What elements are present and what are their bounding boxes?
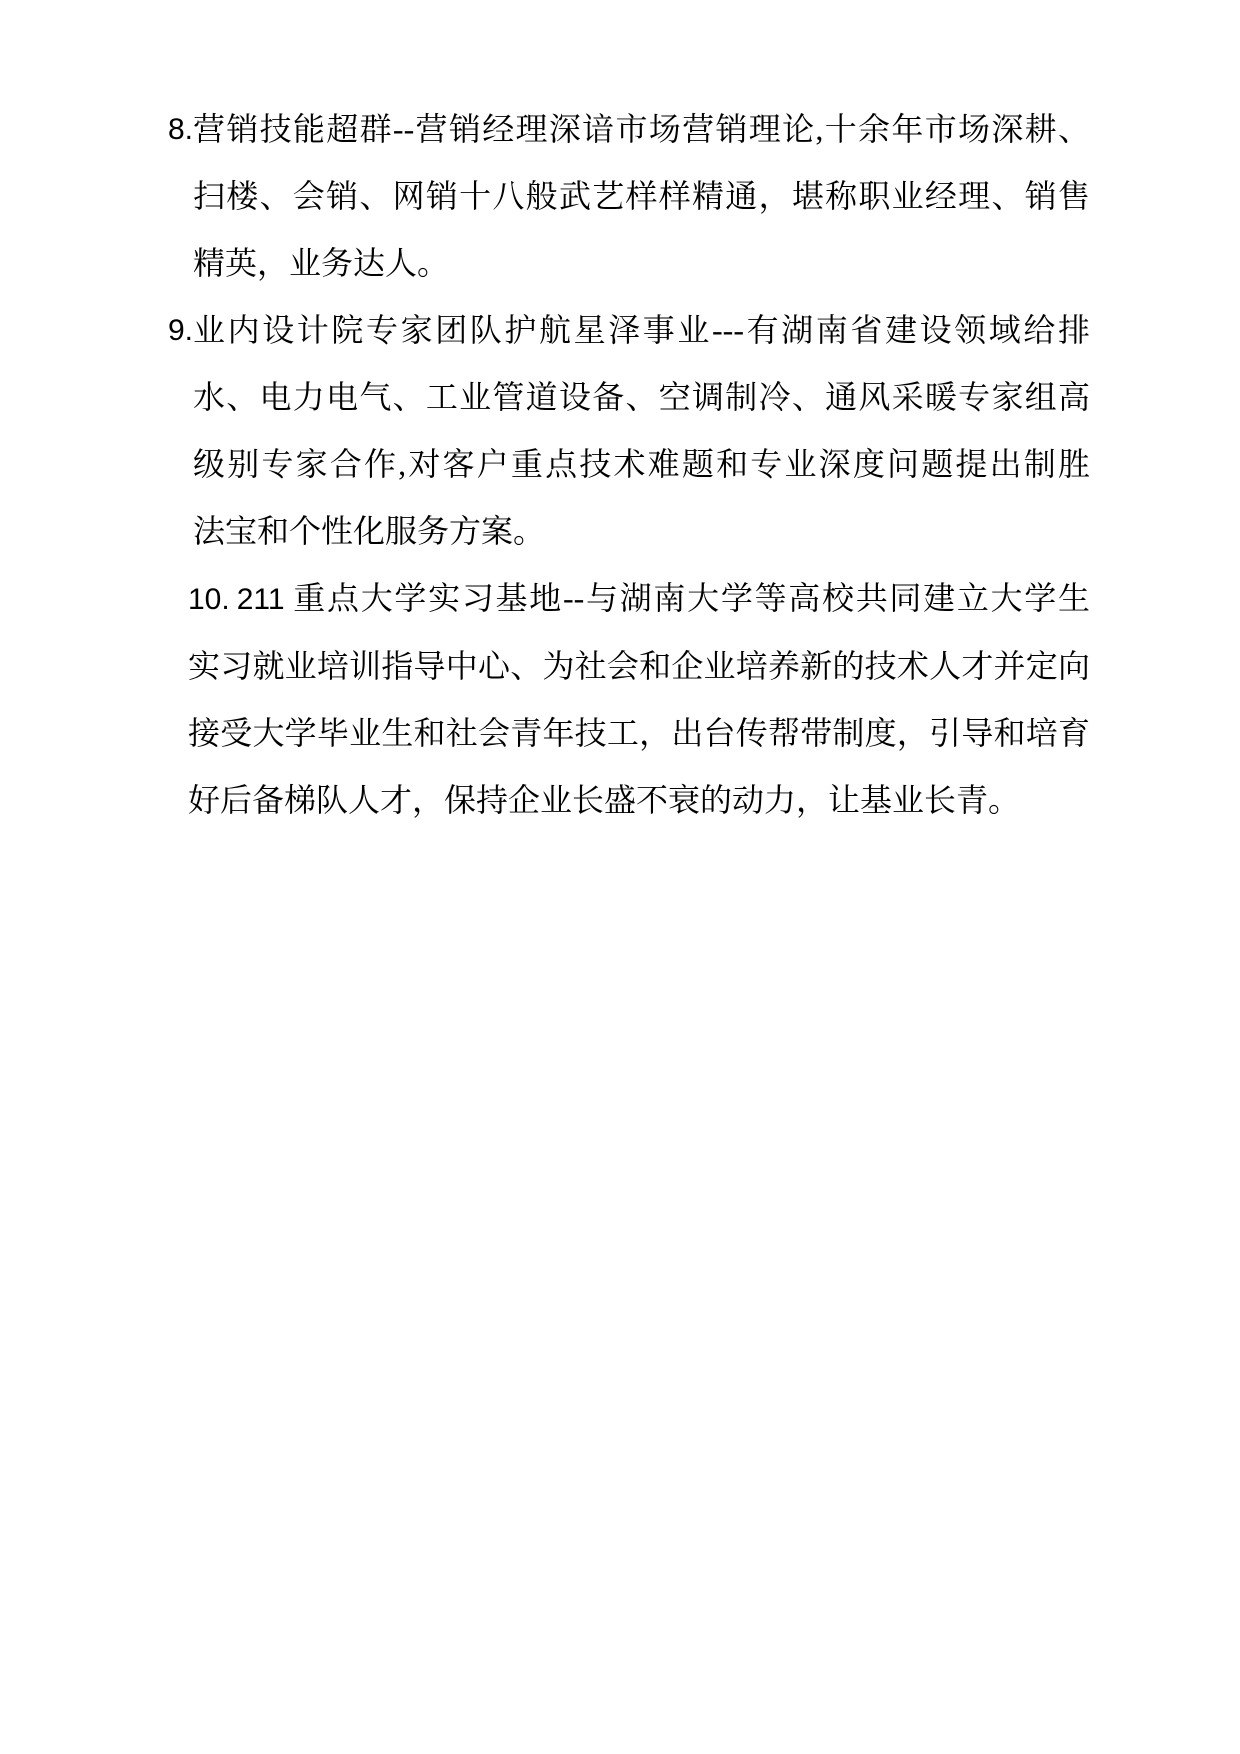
- list-item-9-line-1: 业内设计院专家团队护航星泽事业---有湖南省建设领域给排: [193, 312, 1090, 348]
- list-item-9-number: 9.: [168, 314, 194, 347]
- list-item-10-prefix: 211: [236, 583, 285, 616]
- list-item-8-number: 8.: [168, 113, 194, 146]
- list-item-10-number: 10.: [188, 583, 230, 616]
- list-item-10: [188, 565, 1090, 834]
- list-item-8-line-3: 精英，业务达人。: [193, 245, 450, 281]
- list-item-9-line-4: 法宝和个性化服务方案。: [193, 513, 546, 549]
- list-item-10-line-1: [188, 565, 1090, 633]
- list-item-10-line-3: 接受大学毕业生和社会青年技工，出台传帮带制度，引导和培育: [188, 715, 1090, 751]
- list-item-9-line-3: 级别专家合作,对客户重点技术难题和专业深度问题提出制胜: [193, 446, 1090, 482]
- list-item-8-line-1: 营销技能超群--营销经理深谙市场营销理论,十余年市场深耕、: [193, 111, 1090, 147]
- list-item-10-line-4: 好后备梯队人才，保持企业长盛不衰的动力，让基业长青。: [188, 782, 1021, 818]
- list-item-9-line-2: 水、电力电气、工业管道设备、空调制冷、通风采暖专家组高: [193, 379, 1090, 415]
- list-item-8: [168, 96, 1090, 297]
- list-item-10-line-2: 实习就业培训指导中心、为社会和企业培养新的技术人才并定向: [188, 648, 1090, 684]
- list-item-9: [168, 297, 1090, 565]
- list-item-8-line-2: 扫楼、会销、网销十八般武艺样样精通，堪称职业经理、销售: [193, 178, 1090, 214]
- numbered-list: [168, 96, 1090, 834]
- list-item-10-line-1-text: 重点大学实习基地--与湖南大学等高校共同建立大学生: [291, 580, 1090, 616]
